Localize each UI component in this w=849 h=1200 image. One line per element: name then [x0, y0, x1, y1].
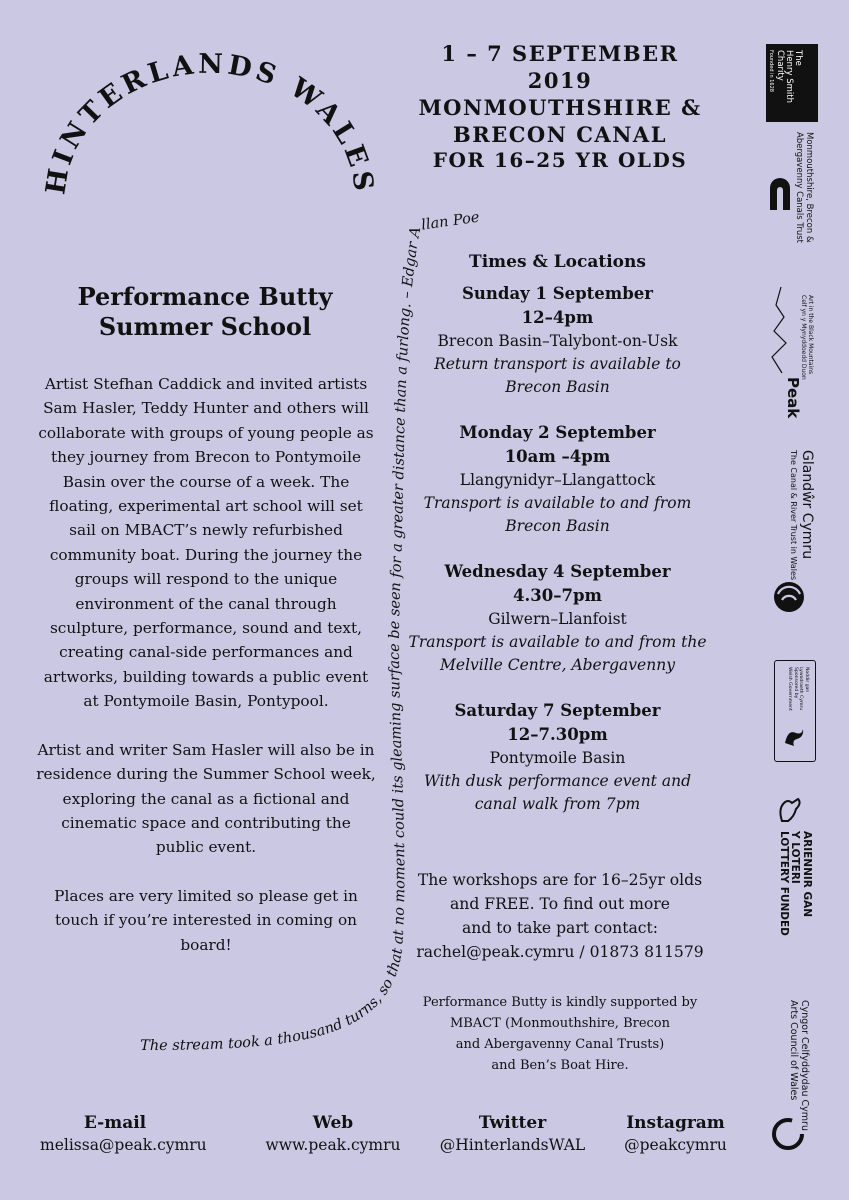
henry-smith-line: The: [793, 50, 803, 66]
session-day: Sunday 1 September: [462, 284, 653, 303]
session-route: Brecon Basin–Talybont-on-Usk: [437, 332, 678, 350]
lottery-line: Y LOTERI: [789, 831, 802, 884]
session-day: Monday 2 September: [459, 423, 656, 442]
session-day: Saturday 7 September: [454, 701, 661, 720]
session-note: Transport is available to and from Brecon Basin: [423, 494, 692, 535]
glandwr-cymru-logo: [766, 450, 818, 615]
event-dates: 1 – 7 SEPTEMBER 2019: [441, 41, 679, 93]
session-time: 10am –4pm: [504, 447, 611, 466]
lottery-funded-logo: [766, 795, 818, 945]
schedule-heading: Times & Locations: [469, 252, 646, 272]
mbact-logo: [766, 130, 818, 260]
footer-web: [248, 1110, 418, 1154]
henry-smith-small: Founded in 1628: [768, 50, 774, 92]
session-note: Transport is available to and from the Melville Centre, Abergavenny: [408, 633, 707, 674]
description-paragraph: Places are very limited so please get in touch if you’re interested in coming on board!: [54, 886, 358, 954]
program-title-line-2: Summer School: [98, 312, 312, 341]
event-header: [405, 40, 715, 148]
session-item: [405, 282, 710, 399]
program-title: [40, 282, 370, 342]
session-note: With dusk performance event and canal walk from 7pm: [423, 772, 691, 813]
henry-smith-charity-logo: [766, 44, 818, 122]
session-time: 12–4pm: [521, 308, 594, 327]
crossed-fingers-icon: [774, 795, 804, 825]
lottery-line: ARIENNIR GAN: [801, 831, 813, 918]
mountain-line-icon: [766, 285, 796, 375]
arts-council-wales-logo: [766, 1000, 818, 1160]
glandwr-name: Glandŵr Cymru: [799, 450, 815, 560]
session-time: 4.30–7pm: [513, 586, 602, 605]
footer-email-link[interactable]: melissa@peak.cymru: [40, 1136, 207, 1154]
svg-text:HINTERLANDS WALES: [40, 49, 379, 197]
event-place-1: MONMOUTHSHIRE &: [418, 95, 702, 120]
support-line: and Ben’s Boat Hire.: [491, 1058, 629, 1073]
arts-council-line: Cyngor Celfyddydau Cymru: [799, 1000, 810, 1131]
peak-sub-line: Art in the Black Mountains: [807, 295, 814, 375]
program-description: [36, 372, 376, 981]
footer-instagram-label: Instagram: [626, 1113, 725, 1133]
footer-twitter-link[interactable]: @HinterlandsWAL: [439, 1136, 586, 1154]
henry-smith-line: Charity: [775, 50, 785, 81]
session-note: Return transport is available to Brecon Basin: [434, 355, 681, 396]
welsh-gov-line: Sponsored by: [792, 667, 798, 699]
support-line: MBACT (Monmouthshire, Brecon: [449, 1016, 671, 1031]
program-title-line-1: Performance Butty: [77, 282, 333, 311]
mbact-line: Monmouthshire, Brecon &: [804, 132, 814, 243]
footer-web-label: Web: [312, 1113, 354, 1133]
contact-line: and FREE. To find out more: [450, 895, 670, 913]
session-item: [405, 560, 710, 677]
session-item: [405, 421, 710, 538]
support-credits: [405, 992, 715, 1076]
glandwr-sub: The Canal & River Trust in Wales: [789, 450, 798, 581]
session-route: Llangynidyr–Llangattock: [459, 471, 656, 489]
henry-smith-line: Henry Smith: [784, 50, 794, 103]
session-route: Gilwern–Llanfoist: [488, 610, 627, 628]
contact-line: The workshops are for 16–25yr olds: [417, 871, 703, 889]
age-range: FOR 16–25 YR OLDS: [432, 148, 688, 172]
footer-email: [40, 1110, 207, 1154]
peak-name: Peak: [784, 377, 802, 419]
contact-info: [405, 868, 715, 964]
lottery-line: LOTTERY FUNDED: [778, 831, 790, 936]
description-paragraph: Artist Stefhan Caddick and invited artists Sam Hasler, Teddy Hunter and others will collaborate with groups of young people as they journey from Brecon to Pontymoile Basin over the course of a week. The floating, experimental art school will set sail on MBACT’s newly refurbished community boat. During the journey the groups will respond to the unique environment of the canal through sculpture, performance, sound and text, creating canal-side performances and artworks, building towards a public event at Pontymoile Basin, Pontypool.: [38, 375, 374, 711]
dragon-icon: [782, 725, 806, 749]
footer-email-label: E-mail: [83, 1113, 147, 1133]
contact-line: and to take part contact:: [461, 919, 659, 937]
session-route: Pontymoile Basin: [489, 749, 626, 767]
peak-sub-line: Celf yn y Mynyddoedd Duon: [800, 295, 807, 380]
footer-instagram-link[interactable]: @peakcymru: [624, 1136, 727, 1154]
session-item: [405, 699, 710, 816]
footer-twitter-label: Twitter: [478, 1113, 547, 1133]
welsh-government-logo: [774, 660, 816, 762]
welsh-gov-line: Lywodraeth Cymru: [798, 667, 804, 711]
session-day: Wednesday 4 September: [444, 562, 671, 581]
schedule: [405, 252, 710, 838]
mbact-lock-icon: [768, 174, 792, 212]
footer-instagram: [608, 1110, 743, 1154]
glandwr-wave-icon: [772, 580, 806, 614]
mbact-line: Abergavenny Canals Trust: [794, 132, 804, 243]
support-line: and Abergavenny Canal Trusts): [455, 1037, 665, 1052]
description-paragraph: Artist and writer Sam Hasler will also be in residence during the Summer School week, exploring the canal as a fictional and cinematic space and contributing the public event.: [36, 740, 376, 857]
quote-text: The stream took a thousand turns, so that at no moment could its gleaming surface be seen for a greater distance than a furlong. – Edgar Allan Poe: [140, 209, 481, 1055]
arts-council-line: Arts Council of Wales: [788, 1000, 799, 1101]
support-line: Performance Butty is kindly supported by: [422, 995, 698, 1010]
session-time: 12–7.30pm: [507, 725, 608, 744]
event-place-2: BRECON CANAL: [453, 122, 667, 147]
peak-logo: [766, 285, 818, 419]
welsh-gov-line: Welsh Government: [787, 667, 793, 711]
footer-twitter: [425, 1110, 600, 1154]
arc-title-text: HINTERLANDS WALES: [40, 48, 380, 197]
welsh-gov-line: Noddir gan: [804, 667, 809, 693]
arts-council-circle-icon: [770, 1116, 806, 1152]
contact-email-phone[interactable]: rachel@peak.cymru / 01873 811579: [416, 943, 704, 961]
footer-web-link[interactable]: www.peak.cymru: [265, 1136, 401, 1154]
